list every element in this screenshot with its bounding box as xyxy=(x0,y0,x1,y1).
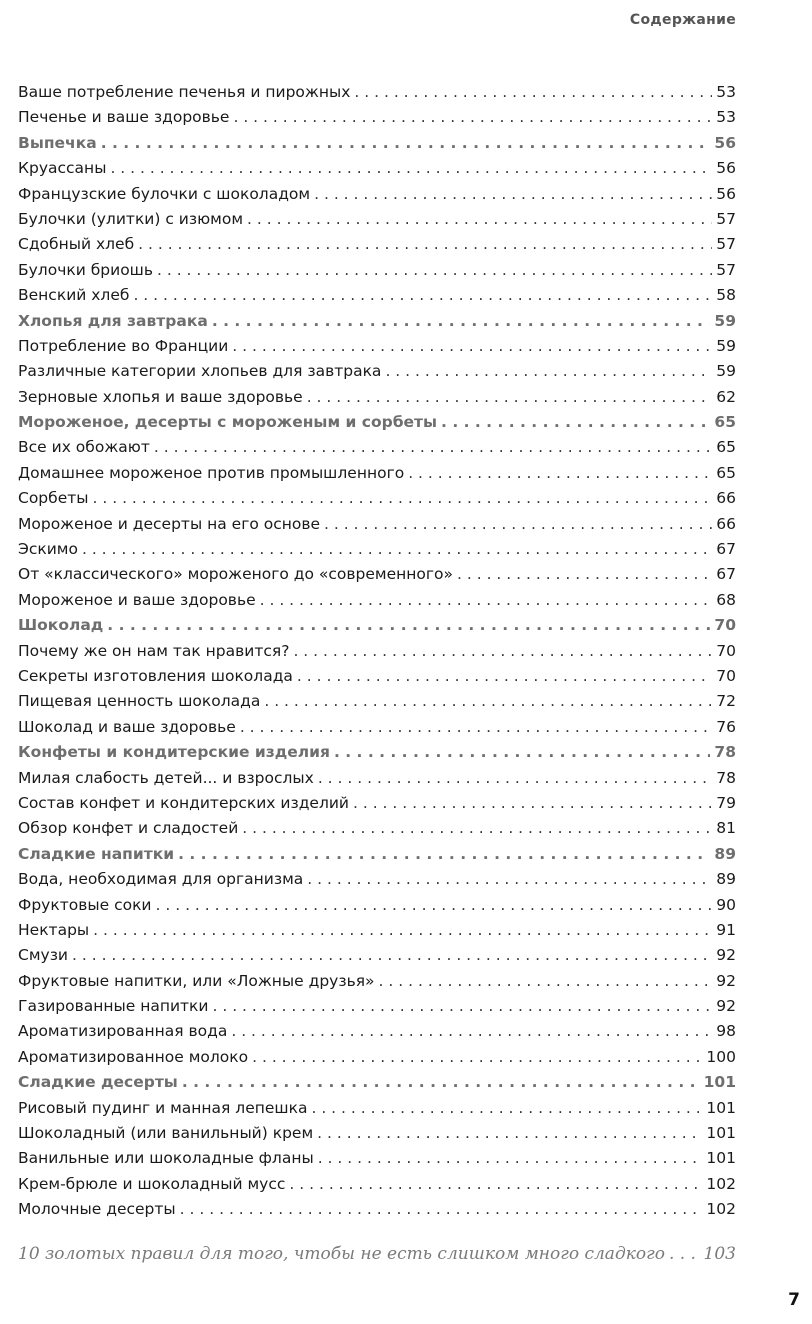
toc-entry-page: 102 xyxy=(706,1200,736,1219)
toc-entry-page: 65 xyxy=(716,463,736,482)
toc-entry-page: 56 xyxy=(716,184,736,203)
toc-entry xyxy=(18,334,736,359)
toc-entry xyxy=(18,1146,736,1171)
dot-leader xyxy=(260,588,713,613)
toc-entry-page: 79 xyxy=(716,793,736,812)
toc-entry-page: 56 xyxy=(714,133,736,152)
toc-section-heading xyxy=(18,410,736,435)
dot-leader xyxy=(138,232,712,257)
final-toc-entry xyxy=(18,1244,736,1264)
toc-entry-title: Мороженое, десерты с мороженым и сорбеты xyxy=(18,413,438,432)
toc-entry-page: 65 xyxy=(714,413,736,432)
dot-leader xyxy=(669,1244,700,1264)
dot-leader xyxy=(110,156,712,181)
toc-section-heading xyxy=(18,131,736,156)
dot-leader xyxy=(247,207,712,232)
toc-entry-title: Смузи xyxy=(18,946,69,965)
toc-entry-title: Французские булочки с шоколадом xyxy=(18,184,311,203)
toc-entry-title: Ароматизированная вода xyxy=(18,1022,228,1041)
toc-entry xyxy=(18,816,736,841)
dot-leader xyxy=(157,258,712,283)
toc-entry xyxy=(18,766,736,791)
dot-leader xyxy=(441,410,710,435)
page-number: 7 xyxy=(788,1290,800,1310)
toc-entry xyxy=(18,512,736,537)
toc-entry xyxy=(18,232,736,257)
toc-entry-page: 101 xyxy=(706,1098,736,1117)
toc-entry xyxy=(18,893,736,918)
toc-entry xyxy=(18,918,736,943)
toc-entry-title: Рисовый пудинг и манная лепешка xyxy=(18,1098,308,1117)
toc-entry-page: 72 xyxy=(716,692,736,711)
dot-leader xyxy=(318,766,712,791)
dot-leader xyxy=(182,1070,700,1095)
dot-leader xyxy=(252,1045,702,1070)
toc-entry-page: 68 xyxy=(716,590,736,609)
table-of-contents xyxy=(18,80,736,1223)
toc-entry-page: 70 xyxy=(714,616,736,635)
toc-entry xyxy=(18,385,736,410)
toc-section-heading xyxy=(18,740,736,765)
toc-entry-title: Пищевая ценность шоколада xyxy=(18,692,261,711)
toc-entry-page: 78 xyxy=(716,768,736,787)
toc-entry-title: Булочки (улитки) с изюмом xyxy=(18,209,244,228)
toc-entry-page: 98 xyxy=(716,1022,736,1041)
toc-entry-page: 66 xyxy=(716,489,736,508)
toc-entry-page: 81 xyxy=(716,819,736,838)
dot-leader xyxy=(231,1019,712,1044)
dot-leader xyxy=(408,461,712,486)
toc-entry xyxy=(18,943,736,968)
toc-entry xyxy=(18,1121,736,1146)
dot-leader xyxy=(457,562,712,587)
dot-leader xyxy=(93,486,713,511)
toc-entry xyxy=(18,461,736,486)
toc-entry-title: Шоколадный (или ванильный) крем xyxy=(18,1124,314,1143)
toc-entry-title: Ванильные или шоколадные фланы xyxy=(18,1149,314,1168)
dot-leader xyxy=(82,537,712,562)
toc-entry xyxy=(18,639,736,664)
toc-entry-page: 101 xyxy=(706,1149,736,1168)
dot-leader xyxy=(212,309,711,334)
toc-entry-page: 58 xyxy=(716,286,736,305)
dot-leader xyxy=(93,918,712,943)
toc-entry-page: 53 xyxy=(716,108,736,127)
toc-entry-title: От «классического» мороженого до «современного» xyxy=(18,565,454,584)
toc-entry-title: Различные категории хлопьев для завтрака xyxy=(18,362,382,381)
toc-entry-title: Обзор конфет и сладостей xyxy=(18,819,239,838)
toc-entry-title: Секреты изготовления шоколада xyxy=(18,666,293,685)
toc-entry-page: 102 xyxy=(706,1174,736,1193)
toc-entry-page: 66 xyxy=(716,514,736,533)
toc-entry-title: Булочки бриошь xyxy=(18,260,153,279)
dot-leader xyxy=(314,182,712,207)
dot-leader xyxy=(293,639,712,664)
toc-section-heading xyxy=(18,1070,736,1095)
dot-leader xyxy=(307,385,713,410)
toc-entry xyxy=(18,689,736,714)
toc-entry-title: Сдобный хлеб xyxy=(18,235,135,254)
dot-leader xyxy=(311,1096,702,1121)
toc-entry-title: Шоколад xyxy=(18,616,104,635)
toc-entry-page: 62 xyxy=(716,387,736,406)
dot-leader xyxy=(317,1121,702,1146)
toc-entry-title: Шоколад и ваше здоровье xyxy=(18,717,236,736)
dot-leader xyxy=(242,816,712,841)
toc-entry xyxy=(18,80,736,105)
toc-entry xyxy=(18,1197,736,1222)
toc-entry xyxy=(18,258,736,283)
toc-entry-title: Круассаны xyxy=(18,159,107,178)
dot-leader xyxy=(324,512,712,537)
toc-entry xyxy=(18,105,736,130)
toc-entry-page: 59 xyxy=(714,311,736,330)
toc-entry-page: 89 xyxy=(714,844,736,863)
toc-entry-page: 57 xyxy=(716,235,736,254)
toc-section-heading xyxy=(18,842,736,867)
toc-entry-title: Милая слабость детей... и взрослых xyxy=(18,768,314,787)
toc-entry-title: Фруктовые соки xyxy=(18,895,152,914)
toc-entry-title: Мороженое и десерты на его основе xyxy=(18,514,321,533)
toc-entry-page: 90 xyxy=(716,895,736,914)
toc-entry xyxy=(18,664,736,689)
dot-leader xyxy=(307,867,712,892)
dot-leader xyxy=(297,664,712,689)
toc-entry-page: 57 xyxy=(716,260,736,279)
dot-leader xyxy=(379,969,713,994)
dot-leader xyxy=(353,791,712,816)
toc-entry-title: Состав конфет и кондитерских изделий xyxy=(18,793,349,812)
dot-leader xyxy=(233,105,712,130)
toc-entry-page: 56 xyxy=(716,159,736,178)
final-entry-page: 103 xyxy=(703,1244,736,1264)
toc-entry-title: Эскимо xyxy=(18,540,78,559)
dot-leader xyxy=(213,994,713,1019)
toc-entry xyxy=(18,486,736,511)
dot-leader xyxy=(180,1197,703,1222)
toc-entry-title: Венский хлеб xyxy=(18,286,130,305)
toc-entry xyxy=(18,969,736,994)
toc-entry xyxy=(18,359,736,384)
dot-leader xyxy=(354,80,712,105)
toc-entry-title: Нектары xyxy=(18,920,90,939)
toc-entry-page: 67 xyxy=(716,540,736,559)
toc-section-heading xyxy=(18,309,736,334)
toc-entry-page: 100 xyxy=(706,1047,736,1066)
toc-entry xyxy=(18,867,736,892)
toc-entry-title: Крем-брюле и шоколадный мусс xyxy=(18,1174,286,1193)
running-head-title: Содержание xyxy=(629,12,736,28)
dot-leader xyxy=(178,842,710,867)
toc-entry xyxy=(18,1172,736,1197)
toc-entry-title: Фруктовые напитки, или «Ложные друзья» xyxy=(18,971,375,990)
toc-entry-page: 57 xyxy=(716,209,736,228)
toc-section-heading xyxy=(18,613,736,638)
toc-entry-title: Ваше потребление печенья и пирожных xyxy=(18,83,351,101)
toc-entry-page: 76 xyxy=(716,717,736,736)
toc-entry xyxy=(18,791,736,816)
toc-entry xyxy=(18,283,736,308)
dot-leader xyxy=(107,613,710,638)
toc-entry xyxy=(18,207,736,232)
toc-entry-page: 91 xyxy=(716,920,736,939)
toc-entry-title: Зерновые хлопья и ваше здоровье xyxy=(18,387,303,406)
dot-leader xyxy=(385,359,712,384)
toc-entry-title: Ароматизированное молоко xyxy=(18,1047,249,1066)
toc-entry-page: 70 xyxy=(716,641,736,660)
dot-leader xyxy=(101,131,711,156)
toc-entry-page: 67 xyxy=(716,565,736,584)
dot-leader xyxy=(72,943,712,968)
toc-entry-page: 70 xyxy=(716,666,736,685)
toc-entry-page: 101 xyxy=(706,1124,736,1143)
dot-leader xyxy=(334,740,710,765)
toc-entry xyxy=(18,537,736,562)
toc-entry xyxy=(18,182,736,207)
toc-entry-title: Хлопья для завтрака xyxy=(18,311,208,330)
toc-entry-title: Вода, необходимая для организма xyxy=(18,870,304,889)
toc-entry xyxy=(18,1019,736,1044)
toc-entry-title: Потребление во Франции xyxy=(18,336,229,355)
dot-leader xyxy=(156,893,713,918)
toc-entry-title: Конфеты и кондитерские изделия xyxy=(18,743,330,762)
toc-entry xyxy=(18,1096,736,1121)
dot-leader xyxy=(289,1172,702,1197)
toc-entry-title: Выпечка xyxy=(18,133,97,152)
toc-entry-page: 92 xyxy=(716,997,736,1016)
toc-entry-page: 78 xyxy=(714,743,736,762)
toc-entry-page: 65 xyxy=(716,438,736,457)
dot-leader xyxy=(318,1146,703,1171)
toc-entry xyxy=(18,1045,736,1070)
toc-entry xyxy=(18,588,736,613)
toc-entry-title: Мороженое и ваше здоровье xyxy=(18,590,256,609)
toc-entry-title: Домашнее мороженое против промышленного xyxy=(18,463,405,482)
dot-leader xyxy=(232,334,712,359)
toc-entry-title: Почему же он нам так нравится? xyxy=(18,641,290,660)
toc-entry-page: 59 xyxy=(716,336,736,355)
toc-entry-title: Сладкие десерты xyxy=(18,1073,178,1092)
toc-entry xyxy=(18,994,736,1019)
toc-entry-page: 89 xyxy=(716,870,736,889)
dot-leader xyxy=(133,283,712,308)
toc-entry-page: 92 xyxy=(716,971,736,990)
toc-entry-page: 59 xyxy=(716,362,736,381)
toc-entry-page: 101 xyxy=(703,1073,736,1092)
dot-leader xyxy=(264,689,712,714)
toc-entry-title: Молочные десерты xyxy=(18,1200,176,1219)
toc-entry-title: Сорбеты xyxy=(18,489,89,508)
toc-entry-title: Все их обожают xyxy=(18,438,150,457)
toc-entry xyxy=(18,156,736,181)
toc-entry-page: 53 xyxy=(716,83,736,101)
toc-entry xyxy=(18,435,736,460)
toc-entry-title: Газированные напитки xyxy=(18,997,209,1016)
toc-entry-title: Печенье и ваше здоровье xyxy=(18,108,230,127)
dot-leader xyxy=(154,435,712,460)
toc-entry-title: Сладкие напитки xyxy=(18,844,175,863)
dot-leader xyxy=(240,715,712,740)
toc-entry xyxy=(18,715,736,740)
final-entry-title: 10 золотых правил для того, чтобы не есть слишком много сладкого xyxy=(18,1244,665,1264)
toc-entry xyxy=(18,562,736,587)
toc-entry-page: 92 xyxy=(716,946,736,965)
